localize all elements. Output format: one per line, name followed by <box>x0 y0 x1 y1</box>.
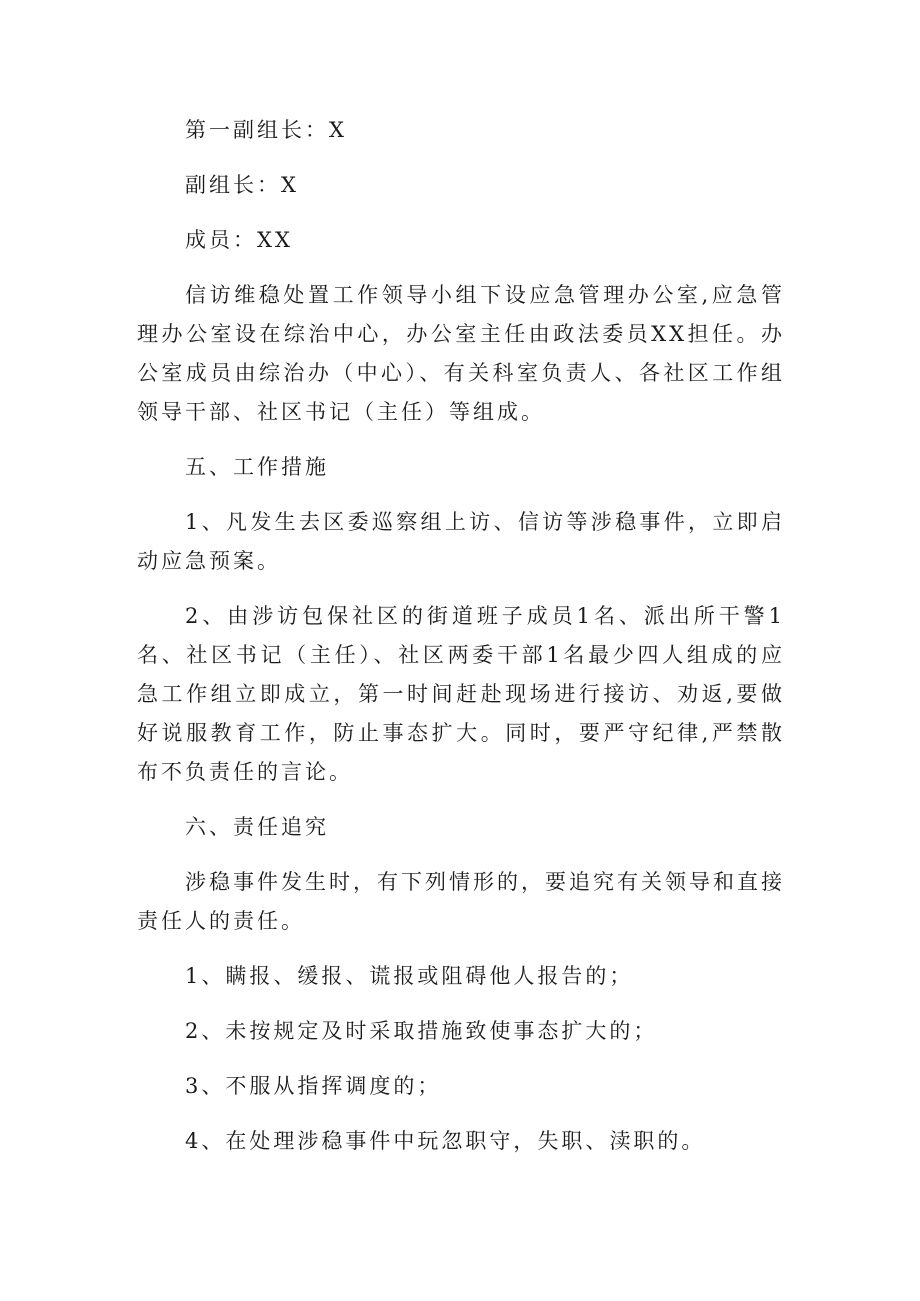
accountability-item-1: 1、瞒报、缓报、谎报或阻碍他人报告的； <box>185 964 634 988</box>
accountability-item-2: 2、未按规定及时采取措施致使事态扩大的； <box>185 1019 658 1043</box>
accountability-intro: 涉稳事件发生时，有下列情形的，要追究有关领导和直接责任人的责任。 <box>137 870 785 933</box>
measure-item-2: 2、由涉访包保社区的街道班子成员1名、派出所干警1名、社区书记（主任）、社区两委干部1名最少四人组成的应急工作组立即成立，第一时间赶赴现场进行接访、劝返,要做好说服教育工作，防止事态扩大。同时，要严守纪律,严禁散布不负责任的言论。 <box>137 604 785 784</box>
deputy-leader-line: 副组长：X <box>185 173 299 197</box>
accountability-item-3: 3、不服从指挥调度的； <box>185 1074 442 1098</box>
members-line: 成员：XX <box>185 228 293 252</box>
section-heading-work-measures: 五、工作措施 <box>185 455 329 479</box>
office-setup-paragraph: 信访维稳处置工作领导小组下设应急管理办公室,应急管理办公室设在综治中心，办公室主任由政法委员XX担任。办公室成员由综治办（中心）、有关科室负责人、各社区工作组领导干部、社区书记（主任）等组成。 <box>137 283 785 424</box>
measure-item-1: 1、凡发生去区委巡察组上访、信访等涉稳事件，立即启动应急预案。 <box>137 510 785 573</box>
section-heading-accountability: 六、责任追究 <box>185 815 329 839</box>
document-body <box>137 111 785 1161</box>
accountability-item-4: 4、在处理涉稳事件中玩忽职守，失职、渎职的。 <box>185 1129 706 1153</box>
first-deputy-leader-line: 第一副组长：X <box>185 118 347 142</box>
